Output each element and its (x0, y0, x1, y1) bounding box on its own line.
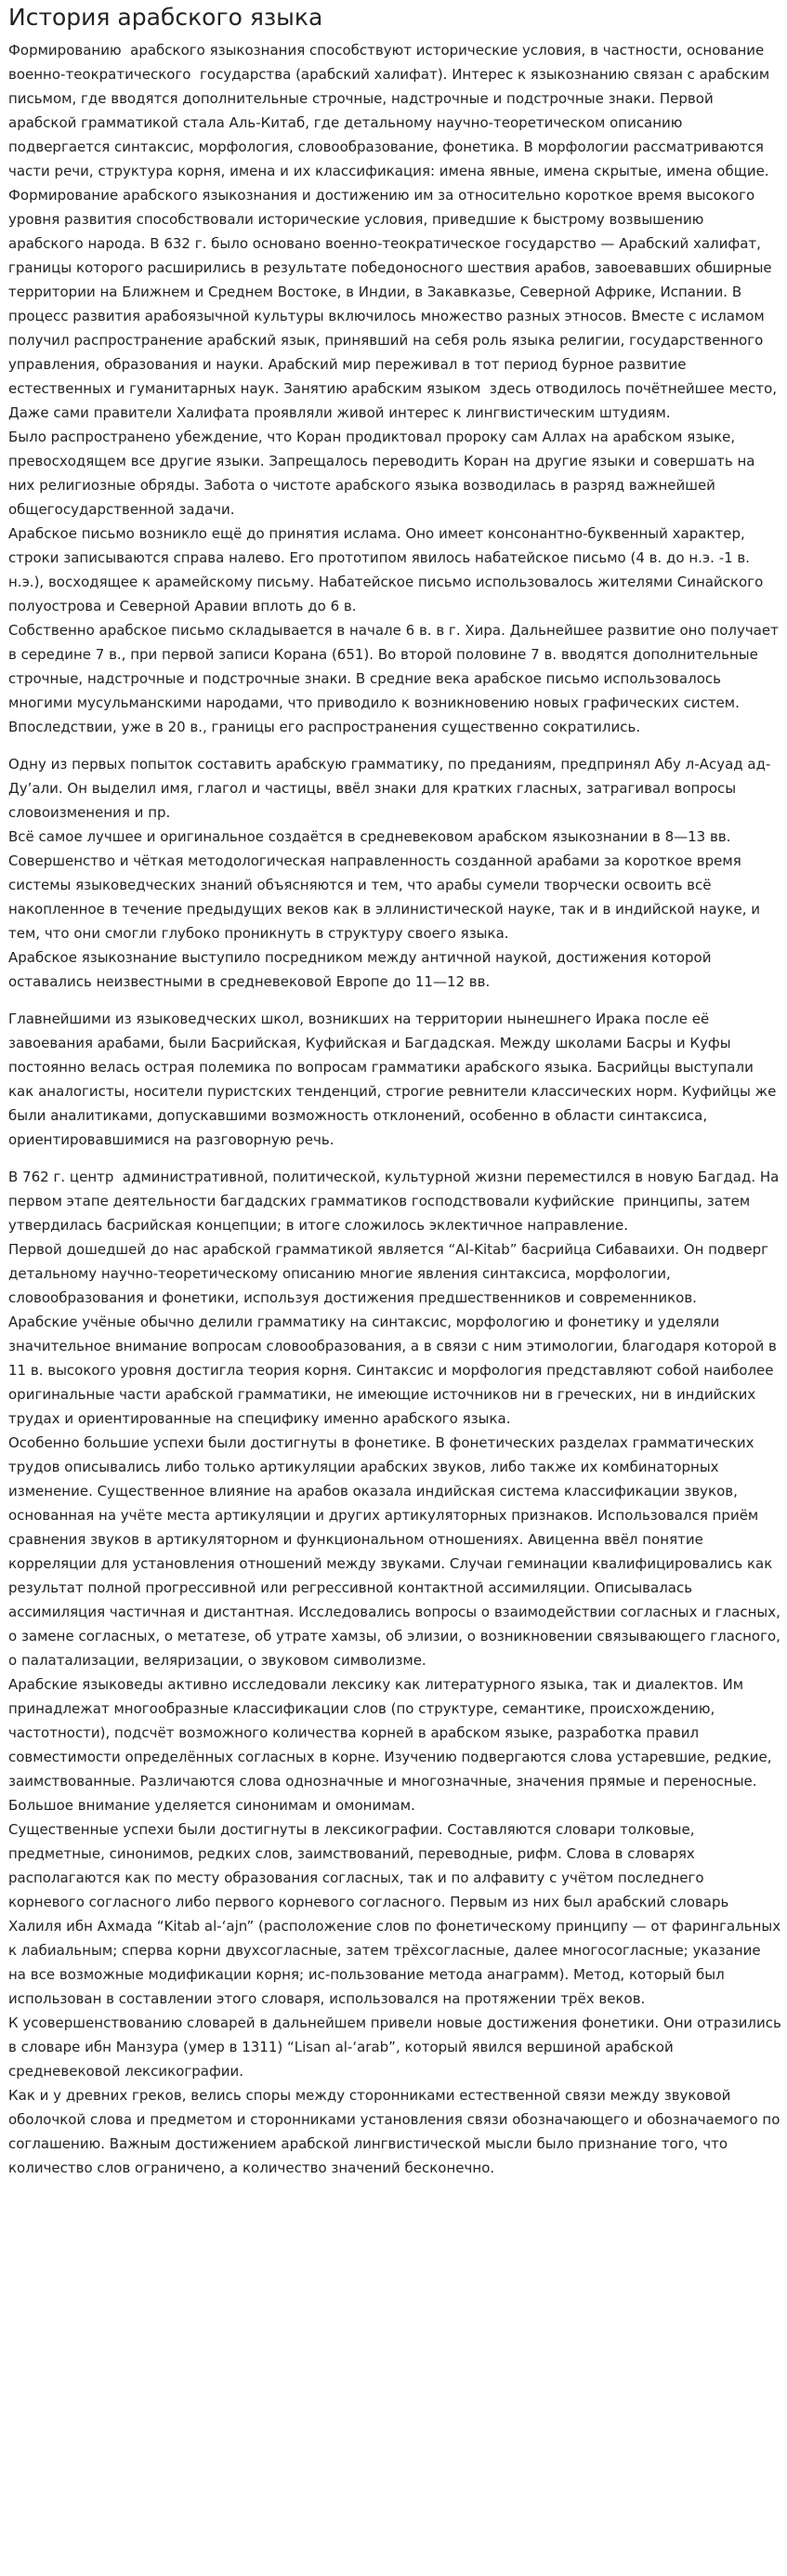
paragraph: Особенно большие успехи были достигнуты в фонетике. В фонетических разделах грамматических трудов описывались либо только артикуляции арабских звуков, либо также их комбинаторных изменение. Существенное влияние на арабов оказала индийская система классификации звуков, основанная на учёте места артикуляции и других артикуляторных признаков. Использовался приём сравнения звуков в артикуляторном и функциональном отношениях. Авиценна ввёл понятие корреляции для установления отношений между звуками. Случаи геминации квалифицировались как результат полной прогрессивной или регрессивной контактной ассимиляции. Описывалась ассимиляция частичная и дистантная. Исследовались вопросы о взаимодействии согласных и гласных, о замене согласных, о метатезе, об утрате хамзы, об элизии, о возникновении связывающего гласного, о палатализации, веляризации, о звуковом символизме. (8, 1434, 785, 1669)
paragraph: К усовершенствованию словарей в дальнейшем привели новые достижения фонетики. Они отразились в словаре ибн Манзура (умер в 1311) “Lisan al-‘arab”, который явился вершиной арабской средневековой лексикографии. (8, 2015, 786, 2080)
paragraph: Главнейшими из языковедческих школ, возникших на территории нынешнего Ирака после её завоевания арабами, были Басрийская, Куфийская и Багдадская. Между школами Басры и Куфы постоянно велась острая полемика по вопросам грамматики арабского языка. Басрийцы выступали как аналогисты, носители пуристских тенденций, строгие ревнители классических норм. Куфийцы же были аналитиками, допускавшими возможность отклонений, особенно в области синтаксиса, ориентировавшимися на разговорную речь. (8, 1011, 781, 1148)
paragraph: Первой дошедшей до нас арабской грамматикой является “Al-Kitab” басрийца Сибаваихи. Он подверг детальному научно-теоретическому описанию многие явления синтаксиса, морфологии, словообразования и фонетики, используя достижения предшественников и современников. (8, 1241, 773, 1306)
paragraph: Арабские учёные обычно делили грамматику на синтаксис, морфологию и фонетику и уделяли значительное внимание вопросам словообразования, а в связи с ним этимологии, благодаря которой в 11 в. высокого уровня достигла теория корня. Синтаксис и морфология представляют собой наиболее оригинальные части арабской грамматики, не имеющие источников ни в греческих, ни в индийских трудах и ориентированные на специфику именно арабского языка. (8, 1314, 781, 1427)
paragraph: Было распространено убеждение, что Коран продиктовал пророку сам Аллах на арабском языке, превосходящем все другие языки. Запрещалось переводить Коран на другие языки и совершать на них религиозные обряды. Забота о чистоте арабского языка возводилась в разряд важнейшей общегосударственной задачи. (8, 429, 760, 518)
paragraph: Собственно арабское письмо складывается в начале 6 в. в г. Хира. Дальнейшее развитие оно получает в середине 7 в., при первой записи Корана (651). Во второй половине 7 в. вводятся дополнительные строчные, надстрочные и подстрочные знаки. В средние века арабское письмо использовалось многими мусульманскими народами, что приводило к возникновению новых графических систем. Впоследствии, уже в 20 в., границы его распространения существенно сократились. (8, 622, 783, 735)
paragraph: Формированию арабского языкознания способствуют исторические условия, в частности, основание военно-теократического государства (арабский халифат). Интерес к языкознанию связан с арабским письмом, где вводятся дополнительные строчные, надстрочные и подстрочные знаки. Первой арабской грамматикой стала Аль-Китаб, где детальному научно-теоретическом описанию подвергается синтаксис, морфология, словообразование, фонетика. В морфологии рассматриваются части речи, структура корня, имена и их классификация: имена явные, имена скрытые, имена общие. (8, 42, 774, 179)
paragraph: Существенные успехи были достигнуты в лексикографии. Составляются словари толковые, предметные, синонимов, редких слов, заимствований, переводные, рифм. Слова в словарях располагаются как по месту образования согласных, так и по алфавиту с учётом последнего корневого согласного либо первого корневого согласного. Первым из них был арабский словарь Халиля ибн Ахмада “Kitab al-‘ajn” (расположение слов по фонетическому принципу — от фарингальных к лабиальным; сперва корни двухсогласные, затем трёхсогласные, далее многосогласные; указание на все возможные модификации корня; ис-пользование метода анаграмм). Метод, который был использован в составлении этого словаря, использовался на протяжении трёх веков. (8, 1821, 785, 2007)
paragraph: Арабские языковеды активно исследовали лексику как литературного языка, так и диалектов. Им принадлежат многообразные классификации слов (по структуре, семантике, происхождению, частотности), подсчёт возможного количества корней в арабском языке, разработка правил совместимости определённых согласных в корне. Изучению подвергаются слова устаревшие, редкие, заимствованные. Различаются слова однозначные и многозначные, значения прямые и переносные. Большое внимание уделяется синонимам и омонимам. (8, 1676, 777, 1814)
page-title: История арабского языка (8, 4, 323, 31)
article-body (8, 38, 786, 2180)
paragraph: В 762 г. центр административной, политической, культурной жизни переместился в новую Багдад. На первом этапе деятельности багдадских грамматиков господствовали куфийские принципы, затем утвердилась басрийская концепции; в итоге сложилось эклектичное направление. (8, 1169, 784, 1234)
paragraph: Арабское языкознание выступило посредником между античной наукой, достижения которой оставались неизвестными в средневековой Европе до 11—12 вв. (8, 949, 716, 990)
paragraph: Одну из первых попыток составить арабскую грамматику, по преданиям, предпринял Абу л-Асуад ад-Ду’али. Он выделил имя, глагол и частицы, ввёл знаки для кратких гласных, затрагивал вопросы словоизменения и пр. (8, 756, 771, 821)
paragraph: Как и у древних греков, велись споры между сторонниками естественной связи между звуковой оболочкой слова и предметом и сторонниками установления связи обозначающего и обозначаемого по соглашению. Важным достижением арабской лингвистической мысли было признание того, что количество слов ограничено, а количество значений бесконечно. (8, 2087, 785, 2176)
paragraph: Арабское письмо возникло ещё до принятия ислама. Оно имеет консонантно-буквенный характер, строки записываются справа налево. Его прототипом явилось набатейское письмо (4 в. до н.э. -1 в. н.э.), восходящее к арамейскому письму. Набатейское письмо использовалось жителями Синайского полуострова и Северной Аравии вплоть до 6 в. (8, 525, 768, 614)
paragraph: Всё самое лучшее и оригинальное создаётся в средневековом арабском языкознании в 8—13 вв. Совершенство и чёткая методологическая направленность созданной арабами за короткое время системы языковедческих знаний объясняются и тем, что арабы сумели творчески освоить всё накопленное в течение предыдущих веков как в эллинистической науке, так и в индийской науке, и тем, что они смогли глубоко проникнуть в структуру своего языка. (8, 828, 765, 942)
paragraph: Формирование арабского языкознания и достижению им за относительно короткое время высокого уровня развития способствовали исторические условия, приведшие к быстрому возвышению арабского народа. В 632 г. было основано военно-теократическое государство — Арабский халифат, границы которого расширились в результате победоносного шествия арабов, завоевавших обширные территории на Ближнем и Среднем Востоке, в Индии, в Закавказье, Северной Африке, Испании. В процесс развития арабоязычной культуры включилось множество разных этносов. Вместе с исламом получил распространение арабский язык, принявший на себя роль языка религии, государственного управления, образования и науки. Арабский мир переживал в тот период бурное развитие естественных и гуманитарных наук. Занятию арабским языком здесь отводилось почётнейшее место, Даже сами правители Халифата проявляли живой интерес к лингвистическим штудиям. (8, 187, 781, 421)
